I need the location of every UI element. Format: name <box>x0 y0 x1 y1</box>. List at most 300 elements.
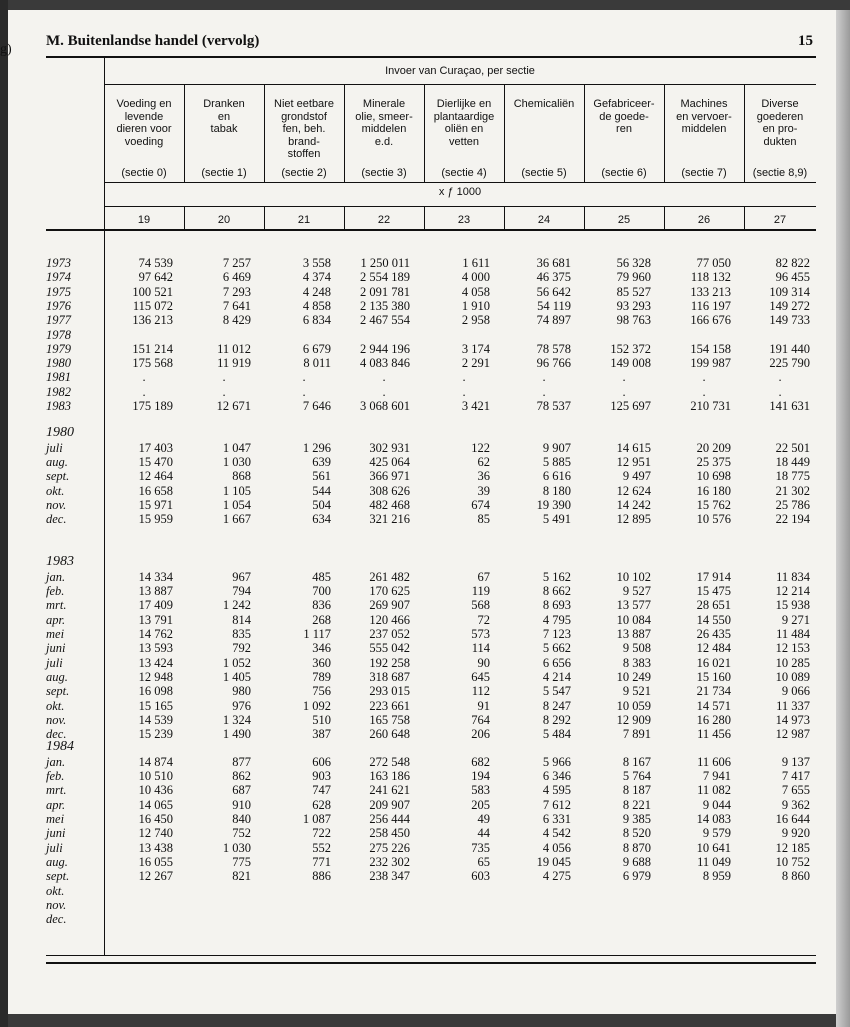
table-cell: 13 791 <box>138 612 173 627</box>
table-cell: 36 681 <box>536 256 571 270</box>
table-cell: 775 <box>232 854 251 869</box>
table-cell: 98 763 <box>616 313 651 328</box>
column-header-line: Minerale <box>362 98 406 110</box>
row-label: 1978 <box>46 327 71 342</box>
table-cell: 308 626 <box>369 483 410 498</box>
table-cell: 8 429 <box>222 313 251 328</box>
table-cell: 7 123 <box>542 627 571 641</box>
table-cell: 12 740 <box>138 826 173 841</box>
table-cell: 4 542 <box>542 826 571 841</box>
table-cell: . <box>222 384 226 399</box>
row-label: 1973 <box>46 256 71 270</box>
table-cell: 151 214 <box>132 341 173 356</box>
table-cell: 74 539 <box>138 256 173 270</box>
table-cell: 10 752 <box>775 854 810 869</box>
table-cell: 85 527 <box>616 284 651 299</box>
table-cell: 118 132 <box>690 270 731 285</box>
column-header-line: olie, smeer- <box>355 110 413 123</box>
table-cell: 1 087 <box>302 812 331 826</box>
table-cell: 639 <box>312 455 331 470</box>
table-cell: 6 679 <box>302 341 331 356</box>
table-cell: 152 372 <box>610 341 651 356</box>
column-header-line: ren <box>616 123 632 135</box>
table-cell: 16 450 <box>138 812 173 826</box>
column-header-line: en vervoer- <box>676 110 732 123</box>
table-cell: 149 008 <box>610 356 651 371</box>
table-cell: 10 436 <box>138 783 173 798</box>
table-cell: 606 <box>312 754 331 769</box>
table-cell: 16 644 <box>775 812 810 826</box>
table-cell: . <box>462 384 466 399</box>
rule-numbers-top <box>104 206 816 207</box>
table-cell: 302 931 <box>369 440 410 455</box>
column-header-line: plantaardige <box>433 110 495 123</box>
table-cell: . <box>462 370 466 385</box>
table-cell: 14 762 <box>138 627 173 641</box>
table-cell: 16 280 <box>696 712 731 727</box>
table-cell: 1 030 <box>222 455 251 470</box>
table-cell: 96 455 <box>775 270 810 285</box>
table-cell: 583 <box>471 783 490 798</box>
column-header-line: oliën en <box>444 123 484 135</box>
rule-bottom-1 <box>46 955 816 956</box>
table-cell: 5 885 <box>542 455 571 470</box>
edge-fragment: g) <box>0 42 12 57</box>
column-section: (sectie 7) <box>681 167 727 179</box>
row-label: mei <box>46 627 65 641</box>
table-cell: 9 527 <box>622 584 651 599</box>
column-header-line: Gefabriceer- <box>593 98 655 110</box>
table-cell: 15 470 <box>138 455 173 470</box>
table-cell: 136 213 <box>132 313 173 328</box>
table-cell: 482 468 <box>369 498 410 512</box>
table-cell: 12 987 <box>775 727 810 742</box>
table-cell: 1 030 <box>222 840 251 855</box>
table-cell: 11 337 <box>776 698 810 713</box>
table-cell: 93 293 <box>616 298 651 313</box>
table-cell: 119 <box>471 584 490 599</box>
table-cell: 36 <box>477 469 490 484</box>
table-cell: 12 624 <box>616 483 651 498</box>
column-header-line: Chemicaliën <box>513 98 575 110</box>
column-header-line: dukten <box>763 135 797 148</box>
row-label: okt. <box>46 698 65 713</box>
table-cell: 256 444 <box>369 812 410 826</box>
table-cell: 191 440 <box>769 341 810 356</box>
table-cell: 976 <box>232 698 251 713</box>
table-cell: 4 000 <box>461 270 490 285</box>
table-cell: 77 050 <box>696 256 731 270</box>
table-cell: 3 174 <box>461 341 490 356</box>
column-header-line: Niet eetbare <box>274 98 334 110</box>
table-cell: . <box>702 384 706 399</box>
table-cell: 2 958 <box>461 313 490 328</box>
column-section: (sectie 6) <box>601 167 647 179</box>
table-cell: 19 390 <box>536 498 571 512</box>
table-cell: 19 045 <box>536 854 571 869</box>
table-cell: 2 291 <box>461 356 490 371</box>
table-cell: 2 467 554 <box>360 313 410 328</box>
table-cell: 116 197 <box>690 298 731 313</box>
table-cell: 674 <box>471 498 490 512</box>
table-cell: 5 966 <box>542 754 571 769</box>
table-cell: 56 328 <box>616 256 651 270</box>
column-section: (sectie 4) <box>441 167 487 179</box>
column-header-line: brand- <box>288 135 320 148</box>
table-cell: 603 <box>471 869 490 884</box>
row-label: 1976 <box>46 298 71 313</box>
table-cell: 22 194 <box>775 512 810 527</box>
table-cell: 9 920 <box>781 826 810 841</box>
table-cell: 14 065 <box>138 797 173 812</box>
table-cell: 366 971 <box>369 469 410 484</box>
table-cell: 15 938 <box>775 598 810 613</box>
table-cell: 141 631 <box>769 399 810 413</box>
row-label: aug. <box>46 854 68 869</box>
column-header-line: grondstof <box>281 110 327 123</box>
table-cell: 1 667 <box>222 512 251 527</box>
table-cell: 6 979 <box>622 869 651 884</box>
table-cell: 10 102 <box>616 569 651 584</box>
table-cell: 232 302 <box>369 854 410 869</box>
table-cell: 967 <box>232 569 251 584</box>
table-cell: 2 944 196 <box>360 341 410 356</box>
column-section: (sectie 2) <box>281 167 327 179</box>
table-cell: 9 044 <box>702 797 731 812</box>
table-cell: 205 <box>471 797 490 812</box>
table-cell: 6 331 <box>542 812 571 826</box>
table-cell: 4 595 <box>542 783 571 798</box>
table-cell: 628 <box>312 797 331 812</box>
column-header <box>584 98 664 136</box>
row-label: nov. <box>46 712 67 727</box>
table-cell: 21 302 <box>775 483 810 498</box>
row-label: apr. <box>46 612 66 627</box>
table-cell: 9 362 <box>781 797 810 812</box>
table-cell: 166 676 <box>690 313 731 328</box>
column-header-line: fen, beh. <box>282 123 326 135</box>
table-cell: 12 484 <box>696 641 731 656</box>
row-label: 1975 <box>46 284 71 299</box>
table-cell: 90 <box>477 655 490 670</box>
table-cell: . <box>702 370 706 385</box>
rule-unit <box>104 182 816 183</box>
table-cell: 11 049 <box>697 854 731 869</box>
table-cell: 17 914 <box>696 569 731 584</box>
table-cell: 260 648 <box>369 727 410 742</box>
row-label: mei <box>46 812 65 826</box>
table-cell: 10 089 <box>775 669 810 684</box>
table-cell: 56 642 <box>536 284 571 299</box>
table-cell: 9 688 <box>622 854 651 869</box>
table-cell: 175 189 <box>132 399 173 413</box>
table-cell: 14 242 <box>616 498 651 512</box>
table-cell: 7 257 <box>222 256 251 270</box>
column-header-line: middelen <box>681 123 727 135</box>
table-cell: 552 <box>312 840 331 855</box>
column-header-line: vetten <box>449 135 479 148</box>
table-cell: 8 860 <box>781 869 810 884</box>
table-cell: 3 068 601 <box>360 399 410 413</box>
table-cell: 980 <box>232 684 251 699</box>
table-cell: 387 <box>312 727 331 742</box>
table-cell: 11 082 <box>697 783 731 798</box>
table-cell: 269 907 <box>369 598 410 613</box>
table-cell: 2 554 189 <box>360 270 410 285</box>
row-label: sept. <box>46 469 70 484</box>
table-cell: 17 409 <box>138 598 173 613</box>
column-number: 22 <box>377 214 391 226</box>
table-cell: 163 186 <box>369 769 410 784</box>
table-cell: 8 693 <box>542 598 571 613</box>
table-cell: 149 733 <box>769 313 810 328</box>
table-cell: . <box>142 370 146 385</box>
table-cell: 7 646 <box>302 399 331 413</box>
column-header-line: Dranken <box>203 98 245 110</box>
table-cell: 1 324 <box>222 712 251 727</box>
table-cell: 5 547 <box>542 684 571 699</box>
table-cell: 10 059 <box>616 698 651 713</box>
table-cell: . <box>302 384 306 399</box>
table-cell: 8 180 <box>542 483 571 498</box>
table-cell: 17 403 <box>138 440 173 455</box>
table-cell: 109 314 <box>769 284 810 299</box>
table-cell: 8 187 <box>622 783 651 798</box>
table-cell: 8 167 <box>622 754 651 769</box>
table-cell: 9 137 <box>781 754 810 769</box>
table-cell: 15 165 <box>138 698 173 713</box>
table-cell: 1 105 <box>222 483 251 498</box>
row-label: juli <box>46 655 63 670</box>
table-cell: 4 858 <box>302 298 331 313</box>
table-cell: 275 226 <box>369 840 410 855</box>
table-cell: 12 267 <box>138 869 173 884</box>
table-cell: 8 662 <box>542 584 571 599</box>
column-number: 20 <box>217 214 231 226</box>
table-cell: 16 021 <box>696 655 731 670</box>
table-cell: 25 786 <box>775 498 810 512</box>
row-label: jan. <box>46 569 66 584</box>
row-label: 1977 <box>46 313 71 328</box>
table-cell: 3 421 <box>461 399 490 413</box>
table-cell: 747 <box>312 783 331 798</box>
table-cell: 568 <box>471 598 490 613</box>
table-cell: 39 <box>477 483 490 498</box>
table-cell: 67 <box>477 569 490 584</box>
table-cell: 700 <box>312 584 331 599</box>
column-section: (sectie 5) <box>521 167 567 179</box>
table-cell: 4 214 <box>542 669 571 684</box>
column-section: (sectie 8,9) <box>752 167 808 179</box>
table-cell: 20 209 <box>696 440 731 455</box>
column-header <box>504 98 584 111</box>
column-header <box>744 98 816 148</box>
table-cell: 4 374 <box>302 270 331 285</box>
table-cell: 154 158 <box>690 341 731 356</box>
row-label: sept. <box>46 869 70 884</box>
table-cell: 1 910 <box>461 298 490 313</box>
table-cell: . <box>222 370 226 385</box>
column-header <box>344 98 424 148</box>
table-cell: 170 625 <box>369 584 410 599</box>
column-header-line: de goede- <box>599 110 649 123</box>
column-number: 25 <box>617 214 631 226</box>
table-cell: 321 216 <box>369 512 410 527</box>
page-title: M. Buitenlandse handel (vervolg) <box>46 33 260 49</box>
table-cell: 485 <box>312 569 331 584</box>
table-cell: 2 135 380 <box>360 298 410 313</box>
column-header-line: en <box>217 110 231 123</box>
table-cell: 10 576 <box>696 512 731 527</box>
table-cell: 6 469 <box>222 270 251 285</box>
table-cell: 15 959 <box>138 512 173 527</box>
block-heading: 1983 <box>46 554 74 569</box>
table-cell: . <box>382 384 386 399</box>
table-cell: 4 083 846 <box>360 356 410 371</box>
table-cell: 645 <box>471 669 490 684</box>
table-cell: . <box>382 370 386 385</box>
table-cell: 192 258 <box>369 655 410 670</box>
table-cell: 9 385 <box>622 812 651 826</box>
table-cell: 49 <box>477 812 490 826</box>
table-cell: 9 579 <box>702 826 731 841</box>
column-header-line: e.d. <box>374 135 394 148</box>
table-cell: 16 098 <box>138 684 173 699</box>
table-cell: 877 <box>232 754 251 769</box>
table-cell: 6 346 <box>542 769 571 784</box>
table-cell: 346 <box>312 641 331 656</box>
table-cell: 28 651 <box>696 598 731 613</box>
row-label: juni <box>46 641 66 656</box>
column-header <box>664 98 744 136</box>
table-cell: 5 491 <box>542 512 571 527</box>
table-cell: 22 501 <box>775 440 810 455</box>
table-cell: 165 758 <box>369 712 410 727</box>
table-cell: 79 960 <box>616 270 651 285</box>
table-cell: . <box>302 370 306 385</box>
table-cell: 78 578 <box>536 341 571 356</box>
table-cell: 115 072 <box>132 298 173 313</box>
table-cell: 206 <box>471 727 490 742</box>
table-cell: 14 539 <box>138 712 173 727</box>
table-cell: 6 616 <box>542 469 571 484</box>
row-label: feb. <box>46 584 65 599</box>
table-cell: 11 484 <box>776 627 810 641</box>
table-cell: 10 249 <box>616 669 651 684</box>
table-cell: 862 <box>232 769 251 784</box>
table-cell: 8 221 <box>622 797 651 812</box>
table-cell: 293 015 <box>369 684 410 699</box>
table-cell: 8 011 <box>303 356 331 371</box>
column-number: 19 <box>137 214 151 226</box>
table-cell: 10 641 <box>696 840 731 855</box>
rule-top <box>46 56 816 58</box>
table-cell: 735 <box>471 840 490 855</box>
table-cell: 15 239 <box>138 727 173 742</box>
table-cell: 4 056 <box>542 840 571 855</box>
table-cell: 1 092 <box>302 698 331 713</box>
table-cell: 199 987 <box>690 356 731 371</box>
table-cell: 2 091 781 <box>360 284 410 299</box>
unit-label: x ƒ 1000 <box>438 186 482 198</box>
table-cell: 425 064 <box>369 455 410 470</box>
table-cell: 16 055 <box>138 854 173 869</box>
table-cell: 13 424 <box>138 655 173 670</box>
table-cell: 7 941 <box>702 769 731 784</box>
column-header <box>424 98 504 148</box>
table-cell: 238 347 <box>369 869 410 884</box>
table-cell: 258 450 <box>369 826 410 841</box>
table-cell: 12 185 <box>775 840 810 855</box>
table-cell: 223 661 <box>369 698 410 713</box>
table-cell: 15 475 <box>696 584 731 599</box>
column-header-line: middelen <box>361 123 407 135</box>
table-cell: 687 <box>232 783 251 798</box>
table-cell: 25 375 <box>696 455 731 470</box>
table-cell: 752 <box>232 826 251 841</box>
row-label: nov. <box>46 498 67 512</box>
table-cell: 194 <box>471 769 490 784</box>
table-cell: 1 242 <box>222 598 251 613</box>
table-cell: 13 593 <box>138 641 173 656</box>
table-cell: 241 621 <box>369 783 410 798</box>
table-cell: 16 180 <box>696 483 731 498</box>
table-cell: 11 012 <box>217 341 251 356</box>
table-cell: . <box>542 370 546 385</box>
table-cell: 14 083 <box>696 812 731 826</box>
table-cell: 12 464 <box>138 469 173 484</box>
table-cell: 72 <box>477 612 490 627</box>
table-cell: 561 <box>312 469 331 484</box>
page-number: 15 <box>798 33 813 49</box>
row-label: okt. <box>46 883 65 898</box>
table-cell: 9 521 <box>622 684 651 699</box>
row-label: aug. <box>46 669 68 684</box>
table-cell: 814 <box>232 612 251 627</box>
table-cell: 78 537 <box>536 399 571 413</box>
table-cell: 360 <box>312 655 331 670</box>
table-cell: 318 687 <box>369 669 410 684</box>
table-cell: 4 275 <box>542 869 571 884</box>
table-cell: 8 292 <box>542 712 571 727</box>
row-label: 1979 <box>46 341 71 356</box>
table-cell: . <box>778 384 782 399</box>
table-cell: 100 521 <box>132 284 173 299</box>
table-cell: 26 435 <box>696 627 731 641</box>
table-cell: 794 <box>232 584 251 599</box>
table-cell: 7 655 <box>781 783 810 798</box>
table-cell: 11 456 <box>697 727 731 742</box>
table-cell: 18 775 <box>775 469 810 484</box>
table-cell: 12 909 <box>616 712 651 727</box>
table-cell: 14 571 <box>696 698 731 713</box>
column-number: 24 <box>537 214 551 226</box>
table-cell: . <box>622 384 626 399</box>
table-cell: 5 162 <box>542 569 571 584</box>
table-cell: 8 959 <box>702 869 731 884</box>
table-cell: 9 066 <box>781 684 810 699</box>
table-cell: 18 449 <box>775 455 810 470</box>
table-cell: 792 <box>232 641 251 656</box>
column-number: 21 <box>297 214 311 226</box>
column-header-line: stoffen <box>287 148 321 160</box>
table-cell: 13 887 <box>138 584 173 599</box>
table-cell: 272 548 <box>369 754 410 769</box>
row-label: 1974 <box>46 270 71 285</box>
row-label: 1981 <box>46 370 71 385</box>
table-cell: 9 497 <box>622 469 651 484</box>
table-cell: 1 250 011 <box>360 256 410 270</box>
